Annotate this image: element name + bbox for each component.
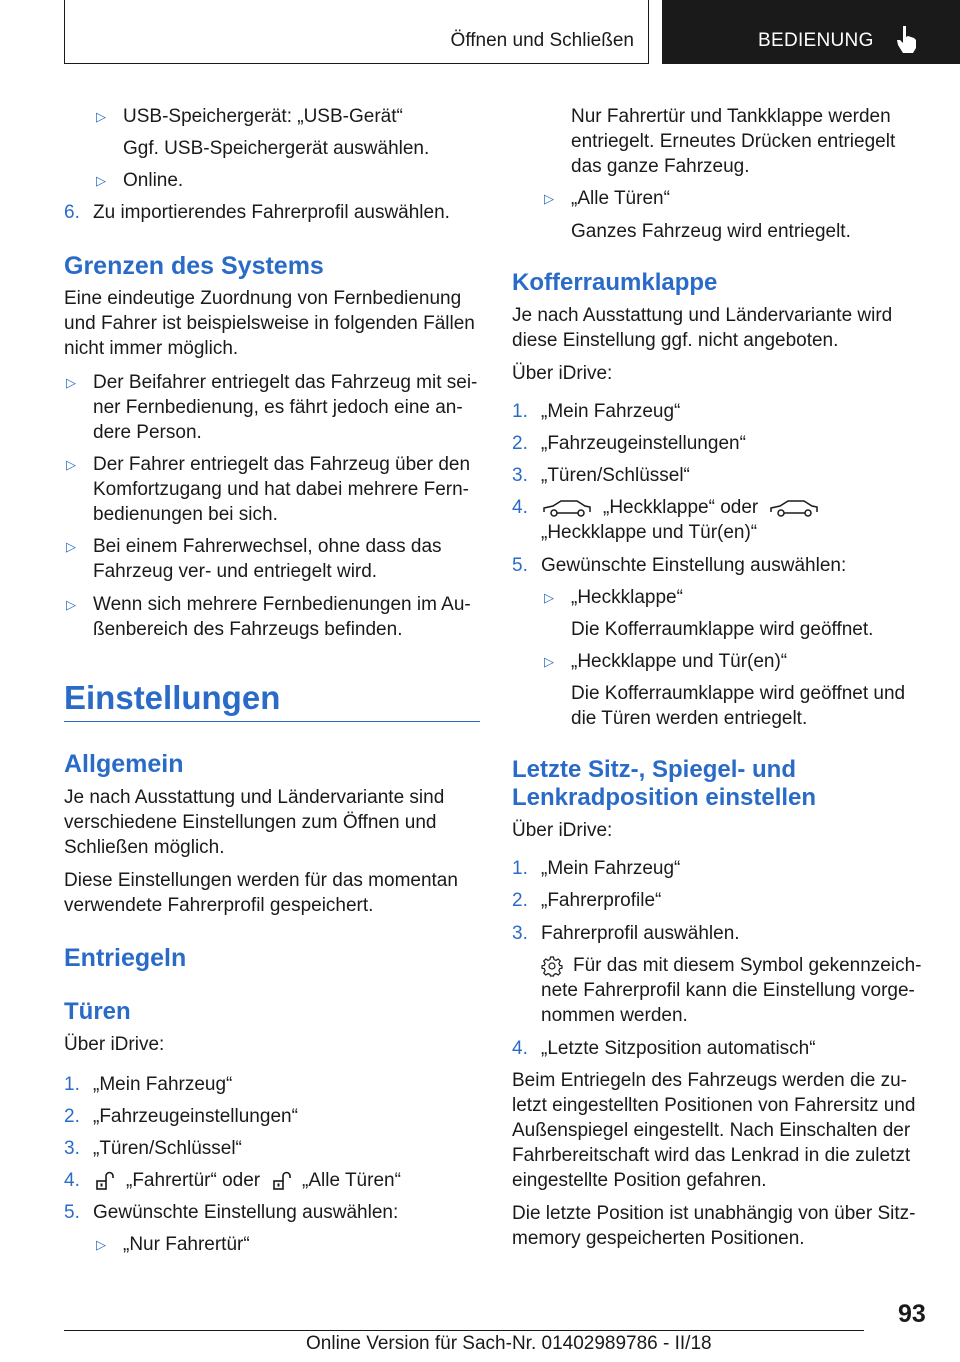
p1-l4: Fahrbereitschaft wird das Lenkrad in die zuletzt [512, 1145, 911, 1166]
grenzen-line-3: nicht immer möglich. [64, 338, 239, 359]
p1-l3: Außenspiegel eingestellt. Nach Einschalten der [512, 1120, 911, 1141]
grenzen-bullet-1-l2: ner Fernbedienung, es fährt jedoch eine an‐ [93, 397, 463, 418]
ueber-idrive: Über iDrive: [512, 363, 613, 384]
page-number: 93 [898, 1300, 926, 1328]
hand-pointer-icon [894, 24, 920, 54]
p2-l1: Die letzte Position ist unabhängig von über Sitz‐ [512, 1203, 916, 1224]
step-6-text: Zu importierendes Fahrerprofil auswählen. [93, 202, 450, 223]
l-step-3-text: Fahrerprofil auswählen. [541, 923, 740, 944]
step-4-text-a: „Fahrertür“ oder [126, 1170, 261, 1191]
heading-tueren: Türen [64, 998, 131, 1025]
step-number: 4. [512, 1038, 528, 1059]
bullet-marker: ▷ [66, 597, 76, 612]
bullet-marker: ▷ [66, 539, 76, 554]
step-number: 2. [512, 433, 528, 454]
k-step-3-text: „Türen/Schlüssel“ [541, 465, 690, 486]
grenzen-bullet-1-l1: Der Beifahrer entriegelt das Fahrzeug mit sei‐ [93, 372, 478, 393]
allgemein-p2-l2: verwendete Fahrerprofil gespeichert. [64, 895, 374, 916]
step-3-text: „Türen/Schlüssel“ [93, 1138, 242, 1159]
sub-heckklappe-tuer-l1: Die Kofferraumklappe wird geöffnet und [571, 683, 906, 704]
allgemein-p1-l2: verschiedene Einstellungen zum Öffnen und [64, 812, 437, 833]
koffer-line-1: Je nach Ausstattung und Ländervariante wird [512, 305, 893, 326]
step-4-text-b: „Alle Türen“ [302, 1170, 401, 1191]
k-step-2-text: „Fahrzeugeinstellungen“ [541, 433, 746, 454]
grenzen-bullet-2-l1: Der Fahrer entriegelt das Fahrzeug über den [93, 454, 471, 475]
sub-nur-fahrertuer: „Nur Fahrertür“ [123, 1234, 250, 1255]
k-step-4-text-b: „Heckklappe und Tür(en)“ [541, 522, 758, 543]
sub-heckklappe-tuer-l2: die Türen werden entriegelt. [571, 708, 808, 729]
grenzen-bullet-3-l2: Fahrzeug ver- und entriegelt wird. [93, 561, 378, 582]
k-step-5-text: Gewünschte Einstellung auswählen: [541, 555, 847, 576]
heading-letzte-l2: Lenkradposition einstellen [512, 784, 817, 811]
step-number: 2. [64, 1106, 80, 1127]
all-doors-unlock-icon [270, 1170, 294, 1192]
allgemein-p1-l1: Je nach Ausstattung und Ländervariante sind [64, 787, 445, 808]
step-number: 4. [512, 497, 528, 518]
allgemein-p1-l3: Schließen möglich. [64, 837, 225, 858]
p1-l2: letzt eingestellten Positionen von Fahrersitz und [512, 1095, 916, 1116]
grenzen-bullet-4-l1: Wenn sich mehrere Fernbedienungen im Au‐ [93, 594, 471, 615]
step-number: 4. [64, 1170, 80, 1191]
l-step-1-text: „Mein Fahrzeug“ [541, 858, 681, 879]
l-note-l2: nete Fahrerprofil kann die Einstellung vorge‐ [541, 980, 915, 1001]
cont-line-2: entriegelt. Erneutes Drücken entriegelt [571, 131, 896, 152]
step-number: 1. [64, 1074, 80, 1095]
step-number: 3. [64, 1138, 80, 1159]
bullet-marker: ▷ [96, 173, 106, 188]
heading-rule [64, 721, 480, 722]
allgemein-p2-l1: Diese Einstellungen werden für das momentan [64, 870, 458, 891]
header-section-title: Öffnen und Schließen [450, 30, 634, 51]
grenzen-line-1: Eine eindeutige Zuordnung von Fernbedienung [64, 288, 462, 309]
bullet-marker: ▷ [96, 109, 106, 124]
grenzen-bullet-3-l1: Bei einem Fahrerwechsel, ohne dass das [93, 536, 442, 557]
step-number: 1. [512, 401, 528, 422]
footer-text: Online Version für Sach-Nr. 01402989786 - II/18 [306, 1333, 712, 1354]
grenzen-bullet-2-l3: bedienungen bei sich. [93, 504, 278, 525]
p1-l5: eingestellte Position gefahren. [512, 1170, 767, 1191]
step-5-text: Gewünschte Einstellung auswählen: [93, 1202, 399, 1223]
l-note-l3: nommen werden. [541, 1005, 688, 1026]
l-step-4-text: „Letzte Sitzposition automatisch“ [541, 1038, 816, 1059]
bullet-marker: ▷ [66, 375, 76, 390]
grenzen-bullet-1-l3: dere Person. [93, 422, 202, 443]
footer-rule [64, 1330, 864, 1331]
driver-door-unlock-icon [93, 1170, 117, 1192]
sub-heckklappe-tuer: „Heckklappe und Tür(en)“ [571, 651, 788, 672]
sub-alle-tueren: „Alle Türen“ [571, 188, 670, 209]
heading-letzte-l1: Letzte Sitz-, Spiegel- und [512, 756, 797, 783]
k-step-1-text: „Mein Fahrzeug“ [541, 401, 681, 422]
heading-grenzen: Grenzen des Systems [64, 252, 324, 280]
header-chapter-box [662, 0, 960, 64]
step-number: 1. [512, 858, 528, 879]
step-number: 3. [512, 923, 528, 944]
bullet-marker: ▷ [66, 457, 76, 472]
bullet-marker: ▷ [544, 654, 554, 669]
step-number: 5. [64, 1202, 80, 1223]
header-section-box [64, 0, 649, 64]
p2-l2: memory gespeicherten Positionen. [512, 1228, 805, 1249]
heading-kofferraumklappe: Kofferraumklappe [512, 269, 718, 296]
cont-line-1: Nur Fahrertür und Tankklappe werden [571, 106, 891, 127]
k-step-4-text-a: „Heckklappe“ oder [603, 497, 759, 518]
l-note-l1: Für das mit diesem Symbol gekennzeich‐ [573, 955, 922, 976]
step-number: 5. [512, 555, 528, 576]
heading-entriegeln: Entriegeln [64, 944, 187, 972]
car-tailgate-door-icon [768, 497, 820, 519]
grenzen-line-2: und Fahrer ist beispielsweise in folgenden Fällen [64, 313, 475, 334]
header-chapter-title: BEDIENUNG [758, 30, 874, 51]
bullet-usb-sub: Ggf. USB-Speichergerät auswählen. [123, 138, 430, 159]
step-number: 6. [64, 202, 80, 223]
grenzen-bullet-4-l2: ßenbereich des Fahrzeugs befinden. [93, 619, 403, 640]
bullet-online: Online. [123, 170, 184, 191]
p1-l1: Beim Entriegeln des Fahrzeugs werden die zu‐ [512, 1070, 907, 1091]
ueber-idrive: Über iDrive: [64, 1034, 165, 1055]
step-2-text: „Fahrzeugeinstellungen“ [93, 1106, 298, 1127]
bullet-marker: ▷ [544, 590, 554, 605]
grenzen-bullet-2-l2: Komfortzugang und hat dabei mehrere Fern‐ [93, 479, 469, 500]
gear-icon [541, 955, 563, 977]
koffer-line-2: diese Einstellung ggf. nicht angeboten. [512, 330, 839, 351]
step-number: 2. [512, 890, 528, 911]
bullet-marker: ▷ [96, 1237, 106, 1252]
heading-allgemein: Allgemein [64, 750, 184, 778]
bullet-marker: ▷ [544, 191, 554, 206]
l-step-2-text: „Fahrerprofile“ [541, 890, 662, 911]
sub-heckklappe-text: Die Kofferraumklappe wird geöffnet. [571, 619, 874, 640]
cont-line-3: das ganze Fahrzeug. [571, 156, 750, 177]
car-tailgate-icon [541, 497, 593, 519]
sub-heckklappe: „Heckklappe“ [571, 587, 683, 608]
bullet-usb: USB-Speichergerät: „USB-Gerät“ [123, 106, 403, 127]
ueber-idrive: Über iDrive: [512, 820, 613, 841]
step-1-text: „Mein Fahrzeug“ [93, 1074, 233, 1095]
sub-alle-tueren-text: Ganzes Fahrzeug wird entriegelt. [571, 221, 851, 242]
step-number: 3. [512, 465, 528, 486]
heading-einstellungen: Einstellungen [64, 679, 281, 716]
